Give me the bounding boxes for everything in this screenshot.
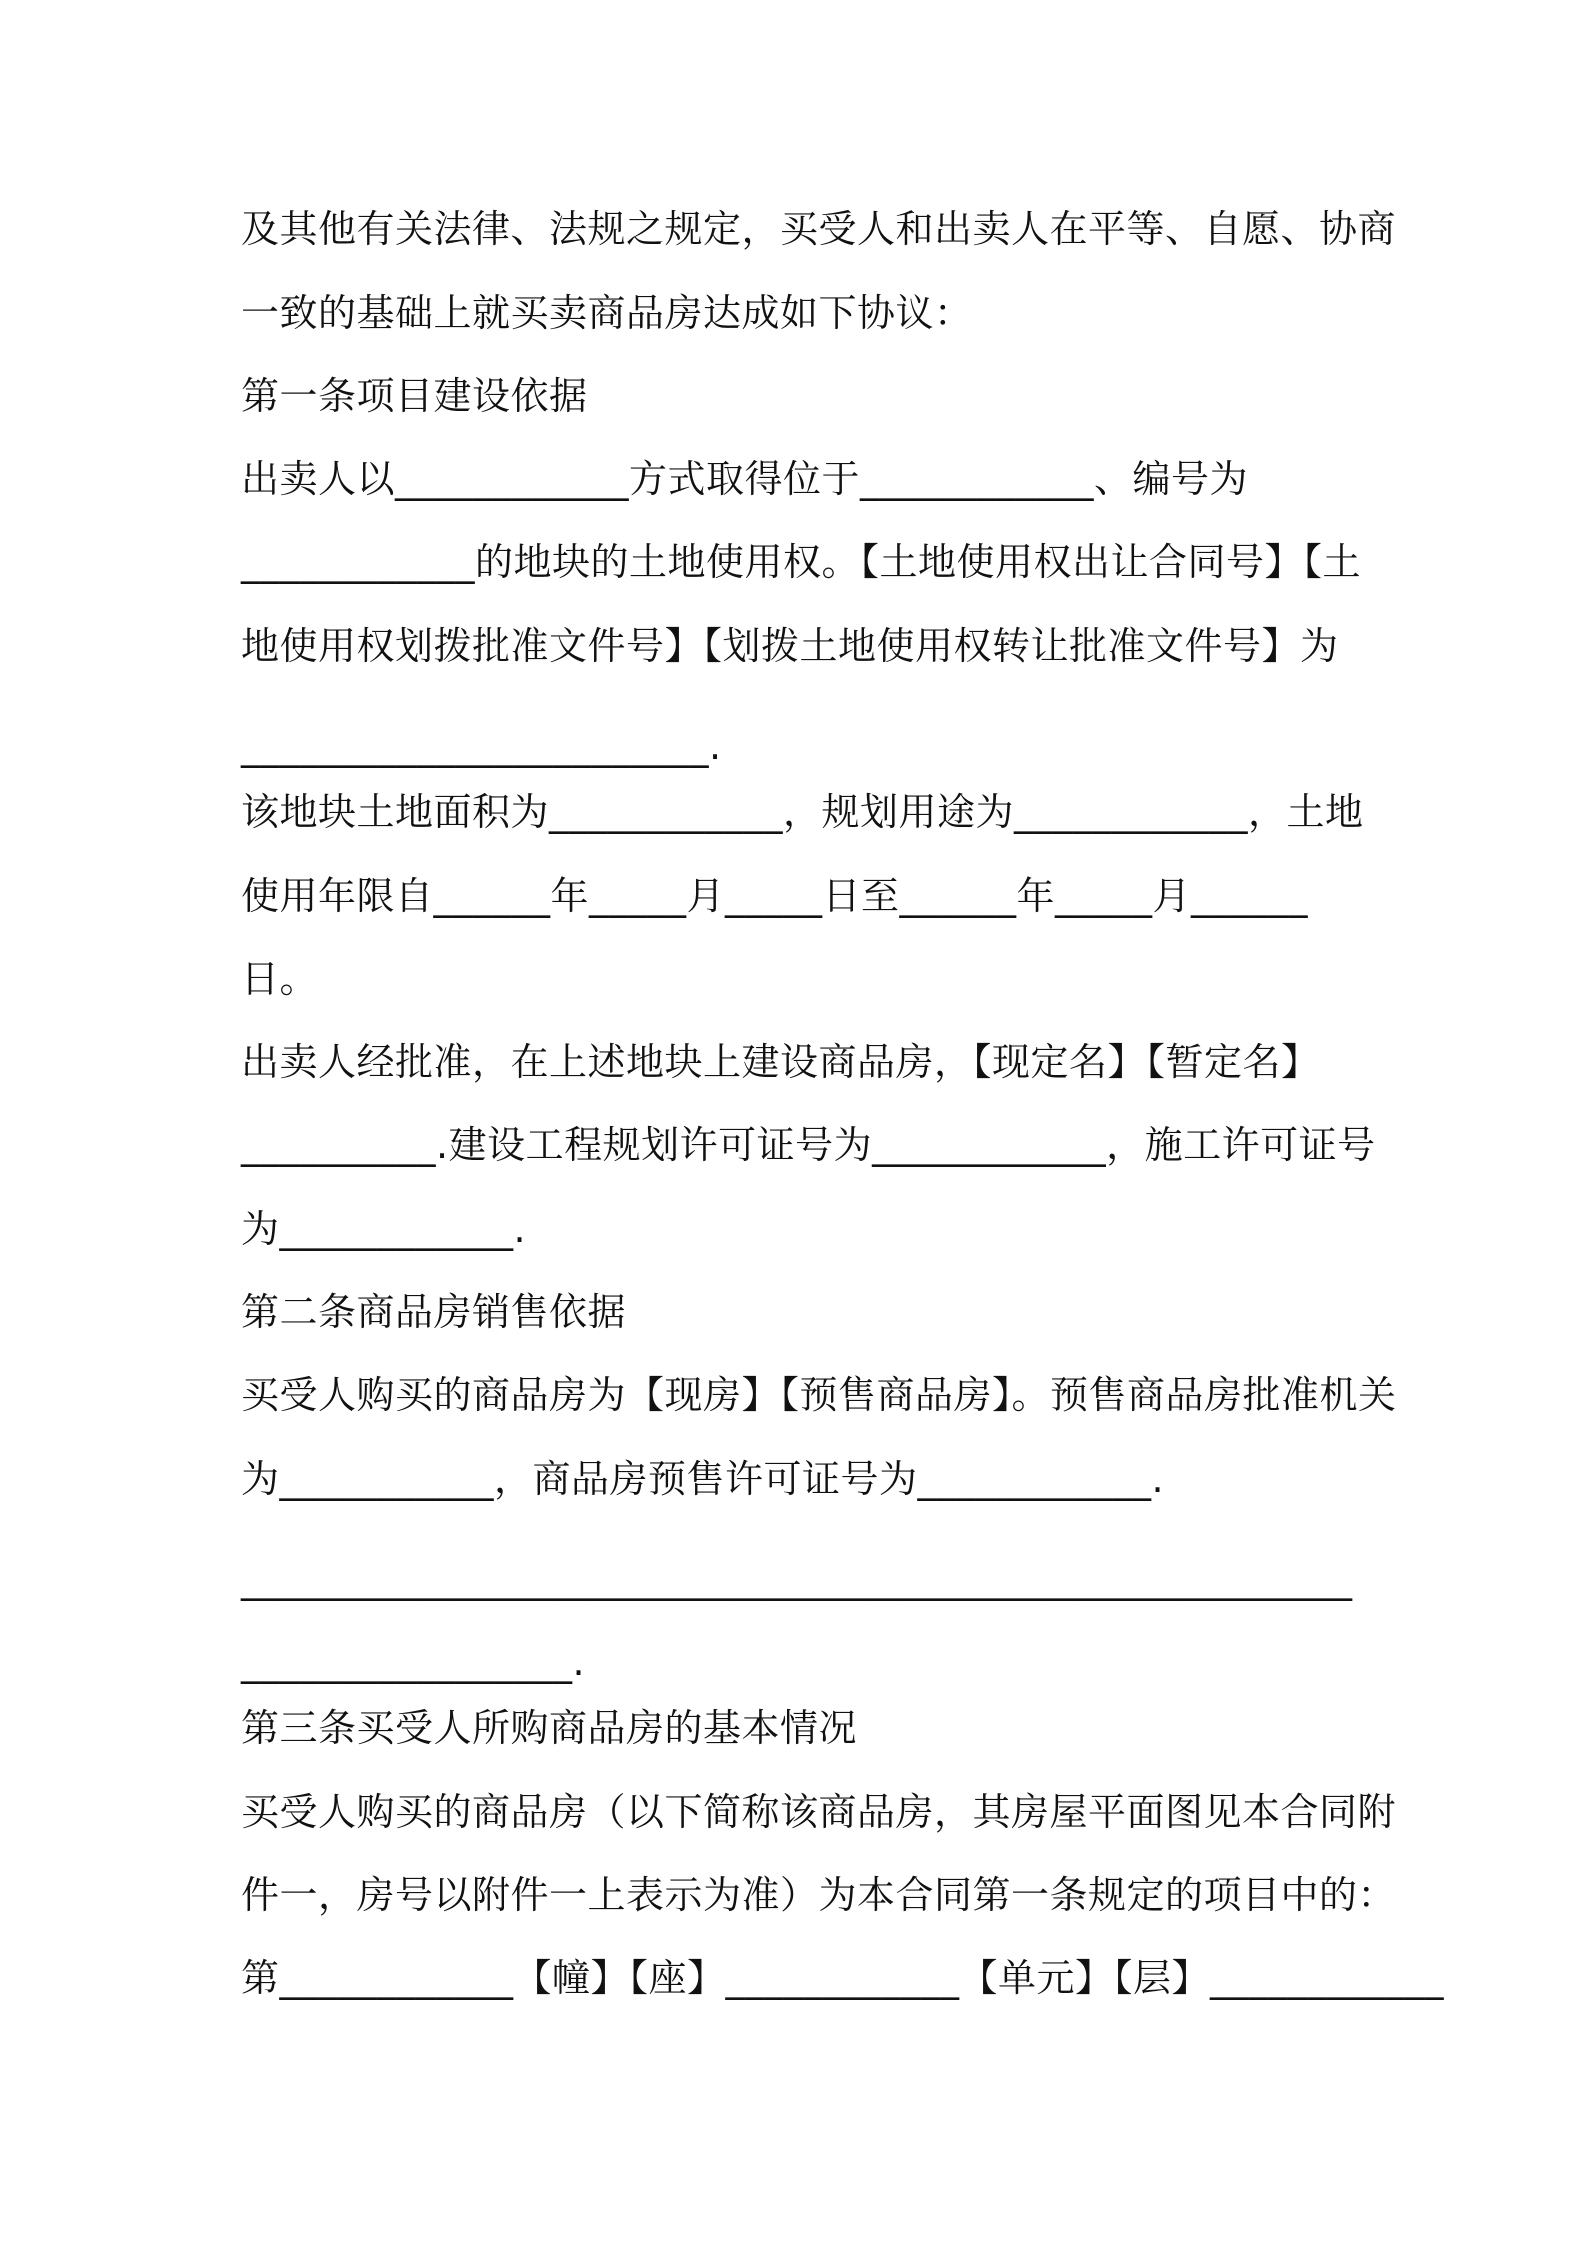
paragraph-line: 为____________. bbox=[241, 1207, 527, 1251]
paragraph-line: 地使用权划拨批准文件号】【划拨土地使用权转让批准文件号】为 bbox=[241, 624, 1339, 668]
paragraph-line: 日。 bbox=[241, 957, 319, 1001]
section-heading-2: 第二条商品房销售依据 bbox=[241, 1290, 627, 1334]
paragraph-line: _________________. bbox=[241, 1640, 586, 1684]
paragraph-line: __________.建设工程规划许可证号为____________，施工许可证号 bbox=[241, 1123, 1376, 1167]
paragraph-line: 为___________，商品房预售许可证号为____________. bbox=[241, 1457, 1165, 1501]
paragraph-line: 及其他有关法律、法规之规定，买受人和出卖人在平等、自愿、协商 bbox=[241, 207, 1397, 251]
section-heading-3: 第三条买受人所购商品房的基本情况 bbox=[241, 1706, 858, 1750]
paragraph-line: 件一，房号以附件一上表示为准）为本合同第一条规定的项目中的： bbox=[241, 1873, 1397, 1917]
paragraph-line: ________________________. bbox=[241, 724, 722, 768]
paragraph-line: 第____________【幢】【座】____________【单元】【层】____________ bbox=[241, 1956, 1445, 2000]
paragraph-line: 买受人购买的商品房（以下简称该商品房，其房屋平面图见本合同附 bbox=[241, 1790, 1397, 1834]
section-heading-1: 第一条项目建设依据 bbox=[241, 374, 588, 418]
paragraph-line: 一致的基础上就买卖商品房达成如下协议： bbox=[241, 291, 973, 335]
paragraph-line: 出卖人以____________方式取得位于____________、编号为 bbox=[241, 457, 1249, 501]
paragraph-line: ____________的地块的土地使用权。【土地使用权出让合同号】【土 bbox=[241, 540, 1362, 584]
paragraph-line: 该地块土地面积为____________，规划用途为____________，土地 bbox=[241, 790, 1364, 834]
paragraph-line: 买受人购买的商品房为【现房】【预售商品房】。预售商品房批准机关 bbox=[241, 1373, 1397, 1417]
paragraph-line: 出卖人经批准，在上述地块上建设商品房，【现定名】【暂定名】 bbox=[241, 1040, 1320, 1084]
paragraph-line: 使用年限自______年_____月_____日至______年_____月______ bbox=[241, 874, 1309, 918]
paragraph-line: _________________________________________________________ bbox=[241, 1557, 1353, 1601]
